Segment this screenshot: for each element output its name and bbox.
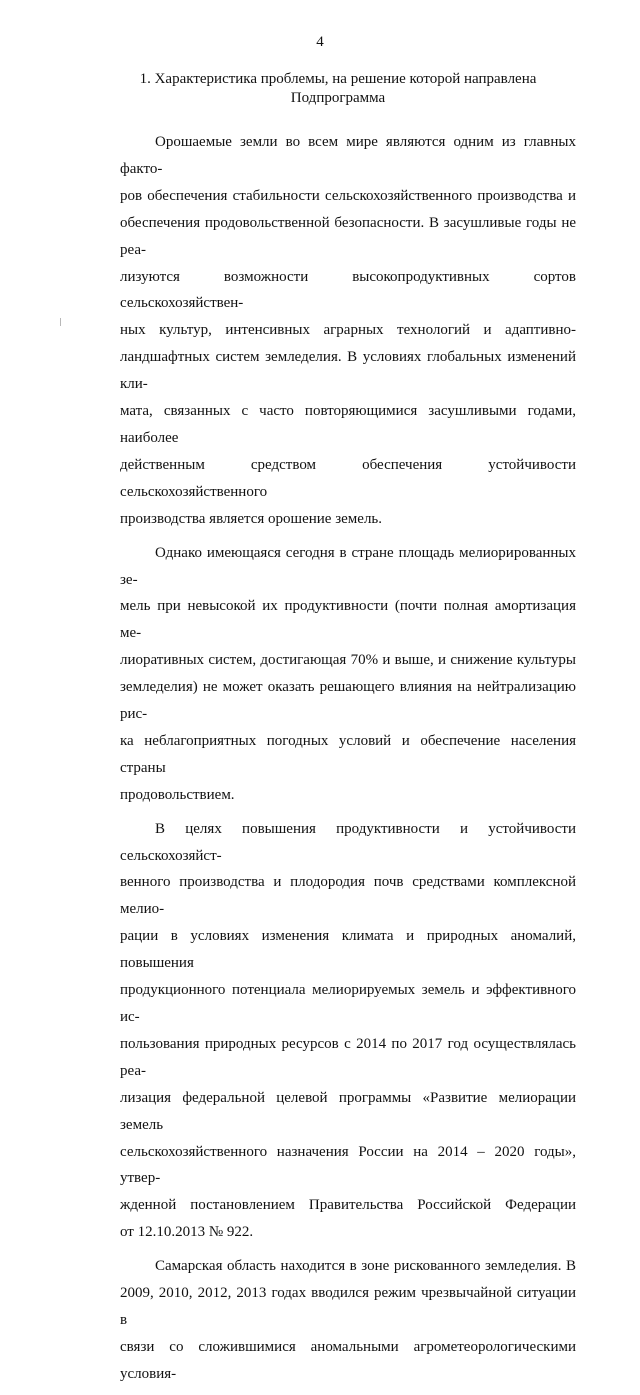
text-line: действенным средством обеспечения устойчивости сельскохозяйственного: [120, 456, 576, 500]
document-body: [120, 129, 576, 1395]
text-line: 2009, 2010, 2012, 2013 годах вводился режим чрезвычайной ситуации в: [120, 1285, 576, 1328]
paragraph-samara-region: [120, 1253, 576, 1388]
text-line: лизуются возможности высокопродуктивных сортов сельскохозяйствен-: [120, 268, 576, 312]
text-line: В целях повышения продуктивности и устойчивости сельскохозяйст-: [120, 820, 576, 864]
text-line: от 12.10.2013 № 922.: [120, 1224, 254, 1241]
text-line: Самарская область находится в зоне рискованного земледелия. В: [155, 1258, 576, 1275]
paragraph-federal-program: [120, 816, 576, 1247]
text-line: сельскохозяйственного назначения России на 2014 – 2020 годы», утвер-: [120, 1143, 576, 1187]
text-line: земледелия) не может оказать решающего влияния на нейтрализацию рис-: [120, 679, 576, 723]
text-line: венного производства и плодородия почв средствами комплексной мелио-: [120, 874, 576, 918]
text-line: мель при невысокой их продуктивности (почти полная амортизация ме-: [120, 598, 576, 642]
text-line: мата, связанных с часто повторяющимися засушливыми годами, наиболее: [120, 403, 576, 446]
text-line: обеспечения продовольственной безопасности. В засушливые годы не реа-: [120, 214, 576, 258]
text-line: лизация федеральной целевой программы «Развитие мелиорации земель: [120, 1089, 576, 1133]
paragraph-irrigated-lands: [120, 129, 576, 533]
page-number: 4: [316, 34, 324, 50]
paragraph-reclaimed-area: [120, 540, 576, 809]
scan-artifact: [60, 318, 61, 326]
text-line: пользования природных ресурсов с 2014 по 2017 год осуществлялась реа-: [120, 1035, 576, 1079]
text-line: рации в условиях изменения климата и природных аномалий, повышения: [120, 928, 576, 972]
text-line: ров обеспечения стабильности сельскохозяйственного производства и: [120, 187, 576, 204]
section-heading-line: 1. Характеристика проблемы, на решение которой направлена: [139, 71, 537, 87]
text-line: продовольствием.: [120, 786, 235, 803]
section-heading: [100, 70, 576, 108]
section-heading-line: Подпрограмма: [290, 90, 386, 106]
text-line: производства является орошение земель.: [120, 510, 383, 527]
text-line: Однако имеющаяся сегодня в стране площадь мелиорированных зе-: [120, 544, 576, 588]
text-line: Орошаемые земли во всем мире являются одним из главных факто-: [120, 134, 576, 177]
text-line: ка неблагоприятных погодных условий и обеспечение населения страны: [120, 732, 576, 776]
text-line: продукционного потенциала мелиорируемых земель и эффективного ис-: [120, 982, 576, 1025]
text-line: связи со сложившимися аномальными агрометеорологическими условия-: [120, 1338, 576, 1382]
text-line: ландшафтных систем земледелия. В условиях глобальных изменений кли-: [120, 349, 576, 393]
text-line: жденной постановлением Правительства Российской Федерации: [120, 1197, 576, 1214]
text-line: лиоративных систем, достигающая 70% и выше, и снижение культуры: [120, 652, 576, 669]
text-line: ных культур, интенсивных аграрных технологий и адаптивно-: [120, 322, 576, 339]
